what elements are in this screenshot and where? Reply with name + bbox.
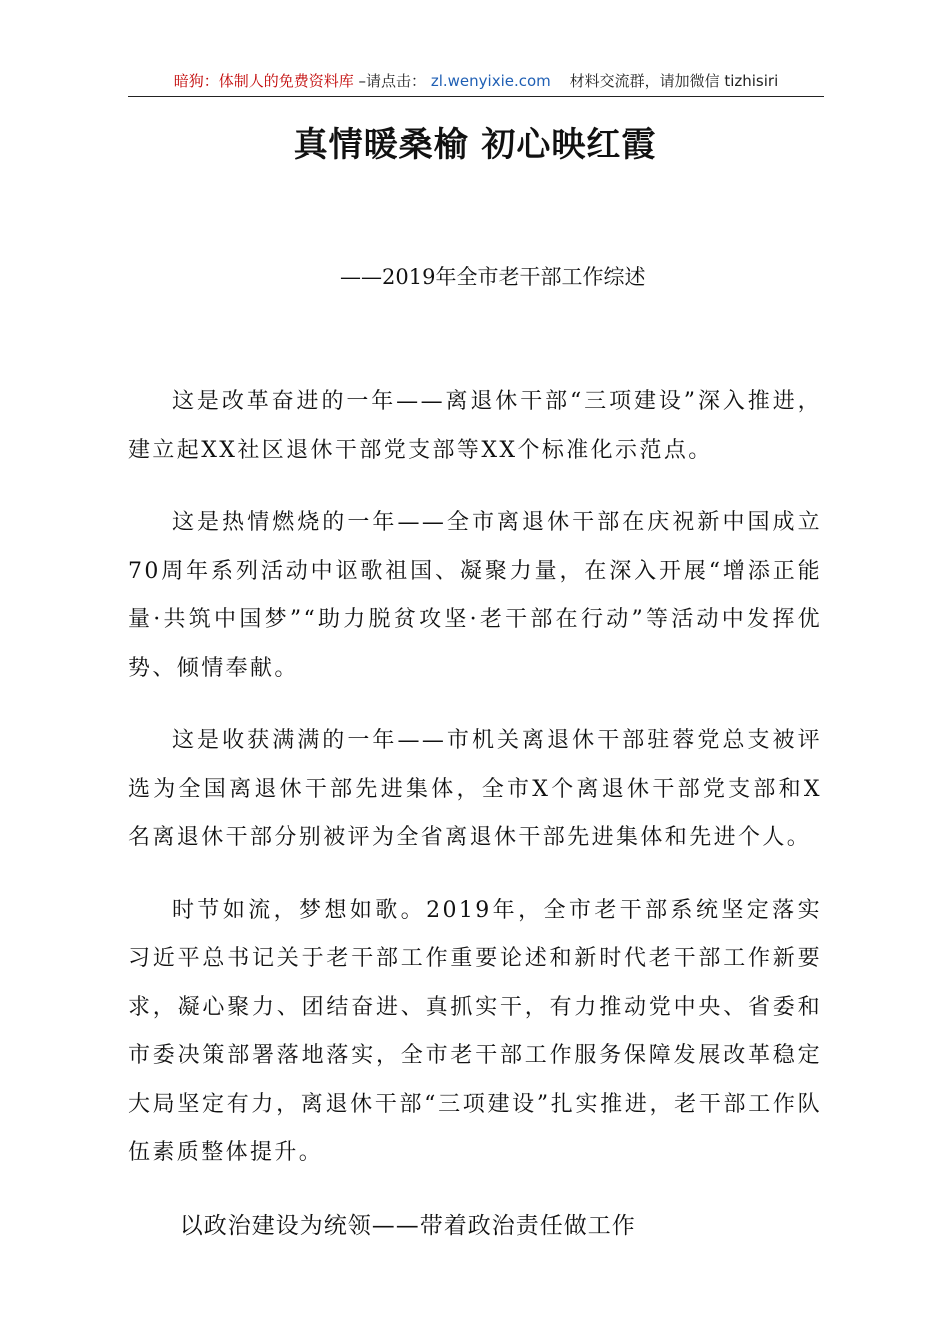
document-subtitle: ——2019年全市老干部工作综述 (340, 265, 646, 289)
paragraph-2: 这是热情燃烧的一年——全市离退休干部在庆祝新中国成立70周年系列活动中讴歌祖国、凝聚力量，在深入开展“增添正能量·共筑中国梦”“助力脱贫攻坚·老干部在行动”等活动中发挥优势、倾情奉献。 (128, 510, 822, 681)
header-brand: 暗狗：体制人的免费资料库 (173, 72, 354, 90)
paragraph-1: 这是改革奋进的一年——离退休干部“三项建设”深入推进，建立起XX社区退休干部党支部等XX个标准化示范点。 (128, 389, 822, 463)
paragraph-3: 这是收获满满的一年——市机关离退休干部驻蓉党总支被评选为全国离退休干部先进集体，全市X个离退休干部党支部和X名离退休干部分别被评为全省离退休干部先进集体和先进个人。 (128, 728, 822, 850)
paragraph-4: 时节如流，梦想如歌。2019年，全市老干部系统坚定落实习近平总书记关于老干部工作重要论述和新时代老干部工作新要求，凝心聚力、团结奋进、真抓实干，有力推动党中央、省委和市委决策部署落地落实，全市老干部工作服务保障发展改革稳定大局坚定有力，离退休干部“三项建设”扎实推进，老干部工作队伍素质整体提升。 (128, 897, 822, 1165)
section-heading: 以政治建设为统领——带着政治责任做工作 (179, 1212, 636, 1239)
page-header (128, 70, 824, 97)
document-title: 真情暖桑榆 初心映红霞 (293, 125, 657, 165)
header-url-link[interactable]: zl.wenyixie.com (430, 72, 551, 90)
header-click-prompt: –请点击： (358, 72, 427, 90)
document-body (128, 378, 822, 1250)
header-group-note: 材料交流群，请加微信 tizhisiri (569, 72, 779, 90)
